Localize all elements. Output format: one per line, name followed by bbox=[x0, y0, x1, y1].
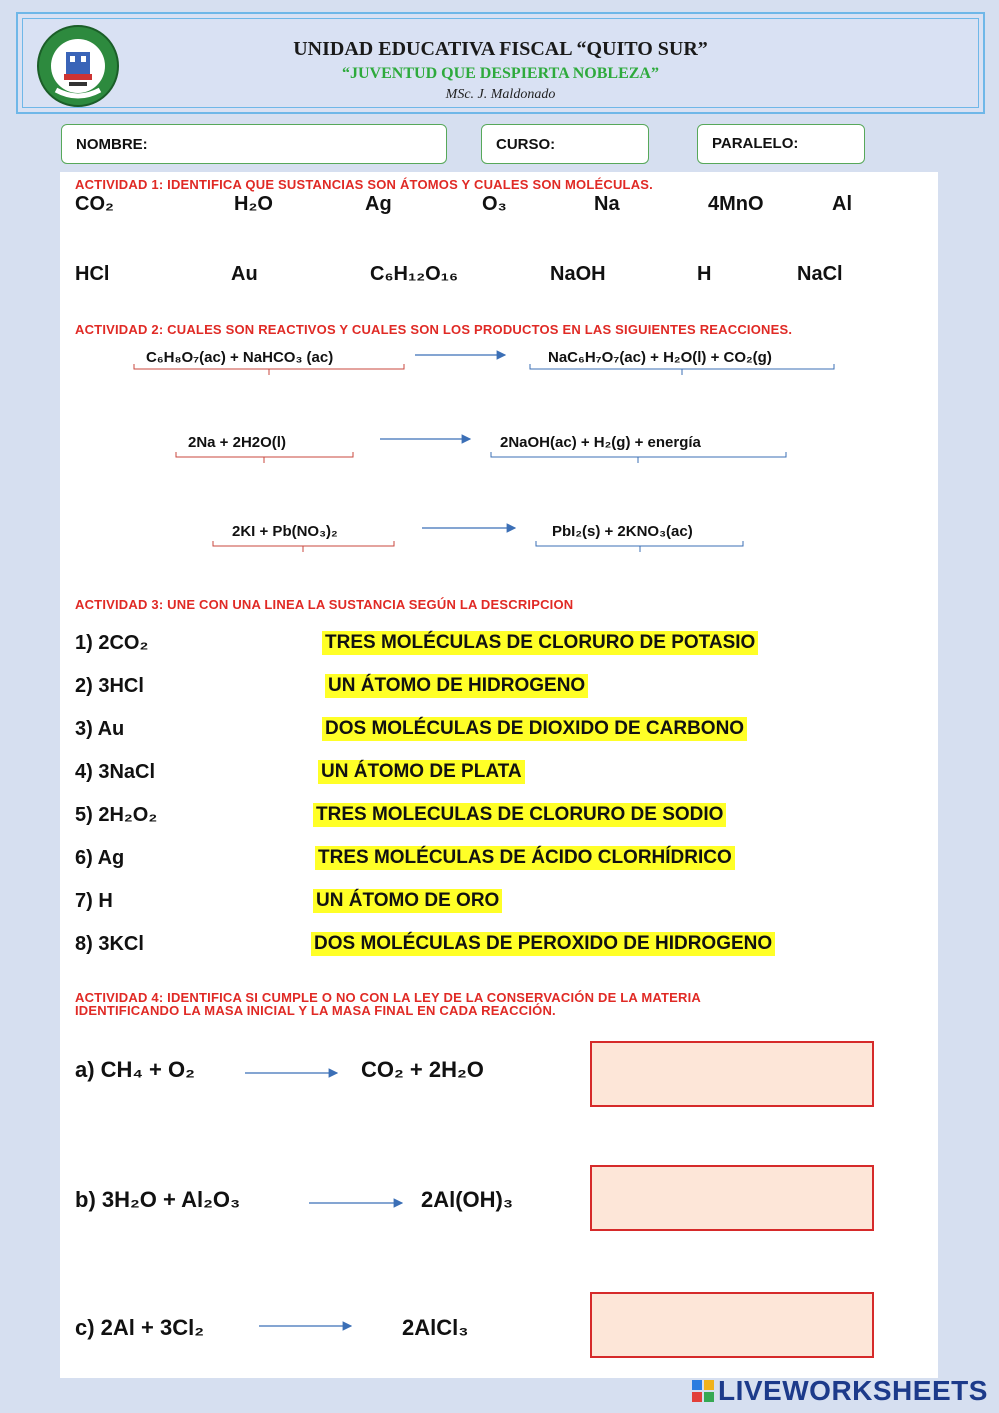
reaction2-reactants-bracket bbox=[176, 452, 353, 463]
activity4-title-line2: IDENTIFICANDO LA MASA INICIAL Y LA MASA FINAL EN CADA REACCIÓN. bbox=[75, 1003, 556, 1018]
reaction1-products[interactable]: NaC₆H₇O₇(ac) + H₂O(l) + CO₂(g) bbox=[548, 349, 772, 366]
paralelo-label: PARALELO: bbox=[712, 135, 799, 152]
match-item-1[interactable]: 1) 2CO₂ bbox=[75, 632, 149, 654]
reaction3-products[interactable]: PbI₂(s) + 2KNO₃(ac) bbox=[552, 523, 693, 540]
nombre-field[interactable] bbox=[61, 124, 447, 164]
teacher-name: MSc. J. Maldonado bbox=[445, 87, 556, 102]
activity1-title: ACTIVIDAD 1: IDENTIFICA QUE SUSTANCIAS SON ÁTOMOS Y CUALES SON MOLÉCULAS. bbox=[75, 177, 653, 192]
eq-a-reactants: a) CH₄ + O₂ bbox=[75, 1057, 195, 1082]
reaction3-reactants-bracket bbox=[213, 541, 394, 552]
a1-formula-al[interactable]: Al bbox=[832, 193, 852, 215]
curso-label: CURSO: bbox=[496, 136, 556, 153]
match-item-3[interactable]: 3) Au bbox=[75, 718, 125, 740]
match-item-4[interactable]: 4) 3NaCl bbox=[75, 761, 156, 783]
reaction3-reactants[interactable]: 2KI + Pb(NO₃)₂ bbox=[232, 523, 338, 540]
liveworksheets-brand[interactable]: LIVEWORKSHEETS bbox=[718, 1375, 988, 1406]
a1-formula-4mno[interactable]: 4MnO bbox=[708, 193, 764, 215]
a1-formula-glucose[interactable]: C₆H₁₂O₁₆ bbox=[370, 263, 459, 285]
reaction-arrows-layer bbox=[60, 172, 938, 1378]
worksheet-content bbox=[60, 172, 938, 1378]
match-item-7[interactable]: 7) H bbox=[75, 890, 113, 912]
a1-formula-au[interactable]: Au bbox=[231, 263, 258, 285]
reaction1-products-bracket bbox=[530, 364, 834, 375]
match-desc-3[interactable]: DOS MOLÉCULAS DE DIOXIDO DE CARBONO bbox=[322, 717, 747, 741]
eq-a-products: CO₂ + 2H₂O bbox=[361, 1057, 484, 1082]
match-item-5[interactable]: 5) 2H₂O₂ bbox=[75, 804, 158, 826]
reaction2-products-bracket bbox=[491, 452, 786, 463]
activity3-title: ACTIVIDAD 3: UNE CON UNA LINEA LA SUSTANCIA SEGÚN LA DESCRIPCION bbox=[75, 597, 574, 612]
eq-c-reactants: c) 2Al + 3Cl₂ bbox=[75, 1315, 204, 1340]
match-item-8[interactable]: 8) 3KCl bbox=[75, 933, 144, 955]
a1-formula-nacl[interactable]: NaCl bbox=[797, 263, 843, 285]
activity4-title-line1: ACTIVIDAD 4: IDENTIFICA SI CUMPLE O NO CON LA LEY DE LA CONSERVACIÓN DE LA MATERIA bbox=[75, 990, 701, 1005]
eq-b-reactants: b) 3H₂O + Al₂O₃ bbox=[75, 1187, 241, 1212]
match-item-2[interactable]: 2) 3HCl bbox=[75, 675, 144, 697]
curso-field[interactable] bbox=[481, 124, 649, 164]
school-name: UNIDAD EDUCATIVA FISCAL “QUITO SUR” bbox=[293, 38, 708, 60]
header-banner bbox=[16, 12, 985, 114]
match-desc-2[interactable]: UN ÁTOMO DE HIDROGENO bbox=[325, 674, 588, 698]
eq-b-products: 2Al(OH)₃ bbox=[421, 1187, 514, 1212]
a1-formula-ag[interactable]: Ag bbox=[365, 193, 392, 215]
reaction2-products[interactable]: 2NaOH(ac) + H₂(g) + energía bbox=[500, 434, 701, 451]
a1-formula-hcl[interactable]: HCl bbox=[75, 263, 110, 285]
match-desc-8[interactable]: DOS MOLÉCULAS DE PEROXIDO DE HIDROGENO bbox=[311, 932, 775, 956]
eq-c-products: 2AlCl₃ bbox=[402, 1315, 469, 1340]
match-desc-7[interactable]: UN ÁTOMO DE ORO bbox=[313, 889, 502, 913]
school-motto: “JUVENTUD QUE DESPIERTA NOBLEZA” bbox=[342, 65, 659, 82]
reaction1-reactants[interactable]: C₆H₈O₇(ac) + NaHCO₃ (ac) bbox=[146, 349, 334, 366]
liveworksheets-logo-icon bbox=[692, 1380, 714, 1402]
match-desc-5[interactable]: TRES MOLECULAS DE CLORURO DE SODIO bbox=[313, 803, 726, 827]
paralelo-field[interactable] bbox=[697, 124, 865, 164]
a1-formula-na[interactable]: Na bbox=[594, 193, 620, 215]
a1-formula-h[interactable]: H bbox=[697, 263, 712, 285]
activity2-title: ACTIVIDAD 2: CUALES SON REACTIVOS Y CUALES SON LOS PRODUCTOS EN LAS SIGUIENTES REACCIONES. bbox=[75, 322, 793, 337]
a1-formula-o3[interactable]: O₃ bbox=[482, 193, 507, 215]
a1-formula-naoh[interactable]: NaOH bbox=[550, 263, 606, 285]
reaction2-reactants[interactable]: 2Na + 2H2O(l) bbox=[188, 434, 286, 451]
reaction3-products-bracket bbox=[536, 541, 743, 552]
a1-formula-co2[interactable]: CO₂ bbox=[75, 193, 114, 215]
match-item-6[interactable]: 6) Ag bbox=[75, 847, 125, 869]
match-desc-1[interactable]: TRES MOLÉCULAS DE CLORURO DE POTASIO bbox=[322, 631, 758, 655]
match-desc-6[interactable]: TRES MOLÉCULAS DE ÁCIDO CLORHÍDRICO bbox=[315, 846, 735, 870]
reaction1-reactants-bracket bbox=[134, 364, 404, 375]
match-desc-4[interactable]: UN ÁTOMO DE PLATA bbox=[318, 760, 525, 784]
a1-formula-h2o[interactable]: H₂O bbox=[234, 193, 273, 215]
nombre-label: NOMBRE: bbox=[76, 136, 148, 153]
